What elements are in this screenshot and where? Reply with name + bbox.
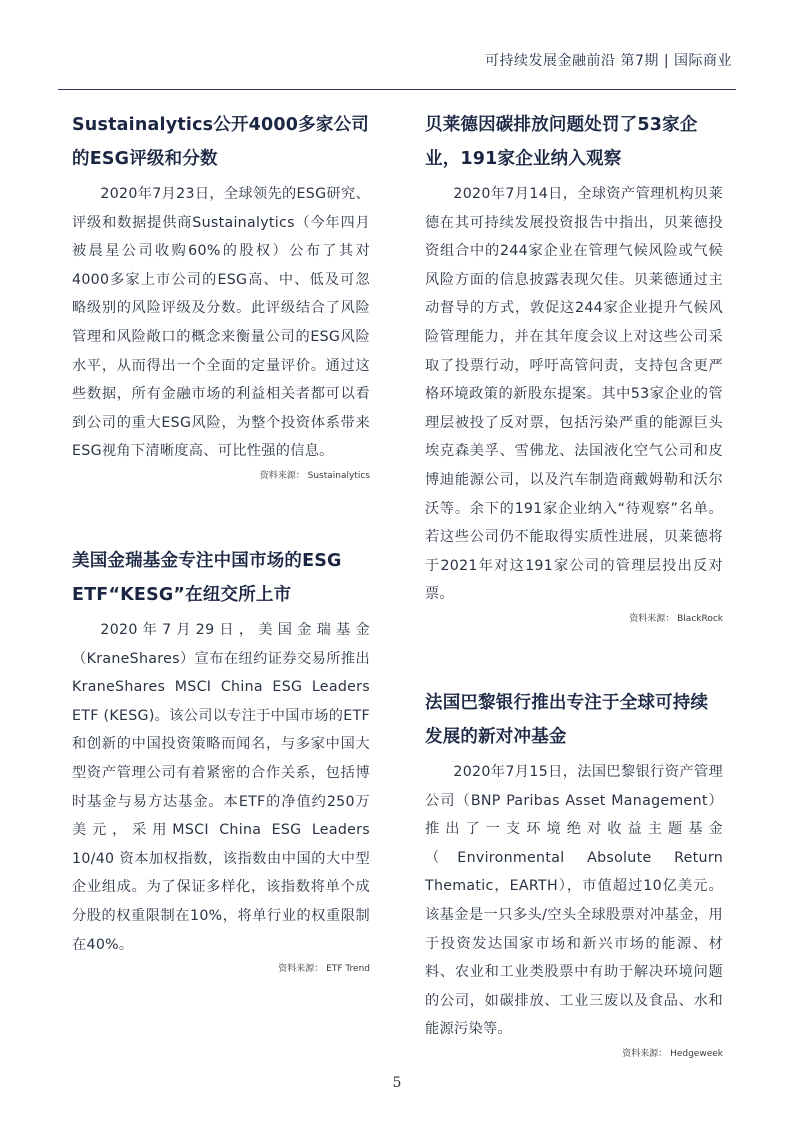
article-title: 贝莱德因碳排放问题处罚了53家企业，191家企业纳入观察 xyxy=(425,115,698,169)
page-number: 5 xyxy=(392,1075,402,1091)
article-bnp-paribas xyxy=(425,686,723,1062)
article-source: 资料来源： BlackRock xyxy=(629,613,723,624)
article-source: 资料来源： Hedgeweek xyxy=(622,1048,723,1059)
article-title: 法国巴黎银行推出专注于全球可持续发展的新对冲基金 xyxy=(425,693,709,747)
article-source: 资料来源： ETF Trend xyxy=(278,964,370,975)
article-body: 2020年7月29日，美国金瑞基金（KraneShares）宣布在纽约证券交易所推出 KraneShares MSCI China ESG Leaders ETF (KESG)。该公司以专注于中国市场的ETF和创新的中国投资策略而闻名，与多家中国大型资产管理公司有着紧密的合作关系，包括博时基金与易方达基金。本ETF的净值约250万美元，采用MSCI China ESG Leaders 10/40 资本加权指数，该指数由中国的大中型企业组成。为了保证多样化，该指数将单个成分股的权重限制在10%，将单行业的权重限制在40%。 xyxy=(72,622,370,953)
article-body: 2020年7月14日，全球资产管理机构贝莱德在其可持续发展投资报告中指出，贝莱德投资组合中的244家企业在管理气候风险或气候风险方面的信息披露表现欠佳。贝莱德通过主动督导的方式，敦促这244家企业提升气候风险管理能力，并在其年度会议上对这些公司采取了投票行动，呼吁高管问责，支持包含更严格环境政策的新股东提案。其中53家企业的管理层被投了反对票，包括污染严重的能源巨头埃克森美孚、雪佛龙、法国液化空气公司和皮博迪能源公司，以及汽车制造商戴姆勒和沃尔沃等。余下的191家企业纳入“待观察”名单。若这些公司仍不能取得实质性进展，贝莱德将于2021年对这191家公司的管理层投出反对票。 xyxy=(425,186,723,603)
article-title: 美国金瑞基金专注中国市场的ESG ETF“KESG”在纽交所上市 xyxy=(72,551,342,605)
article-body: 2020年7月15日，法国巴黎银行资产管理公司（BNP Paribas Asset Management）推出了一支环境绝对收益主题基金（Environmental Absolute Return Thematic，EARTH），市值超过10亿美元。该基金是一只多头/空头全球股票对冲基金，用于投资发达国家市场和新兴市场的能源、材料、农业和工业类股票中有助于解决环境问题的公司，如碳排放、工业三废以及食品、水和能源污染等。 xyxy=(425,764,723,1038)
article-source: 资料来源： Sustainalytics xyxy=(259,470,370,481)
article-kraneshares xyxy=(72,544,370,977)
article-body: 2020年7月23日，全球领先的ESG研究、评级和数据提供商Sustainalytics（今年四月被晨星公司收购60%的股权）公布了其对4000多家上市公司的ESG高、中、低及可忽略级别的风险评级及分数。此评级结合了风险管理和风险敞口的概念来衡量公司的ESG风险水平，从而得出一个全面的定量评价。通过这些数据，所有金融市场的利益相关者都可以看到公司的重大ESG风险，为整个投资体系带来ESG视角下清晰度高、可比性强的信息。 xyxy=(72,186,370,460)
article-blackrock xyxy=(425,108,723,627)
article-title: Sustainalytics公开4000多家公司的ESG评级和分数 xyxy=(72,115,369,169)
running-header: 可持续发展金融前沿 第7期 | 国际商业 xyxy=(485,53,732,69)
header-divider xyxy=(58,89,736,90)
article-sustainalytics xyxy=(72,108,370,484)
